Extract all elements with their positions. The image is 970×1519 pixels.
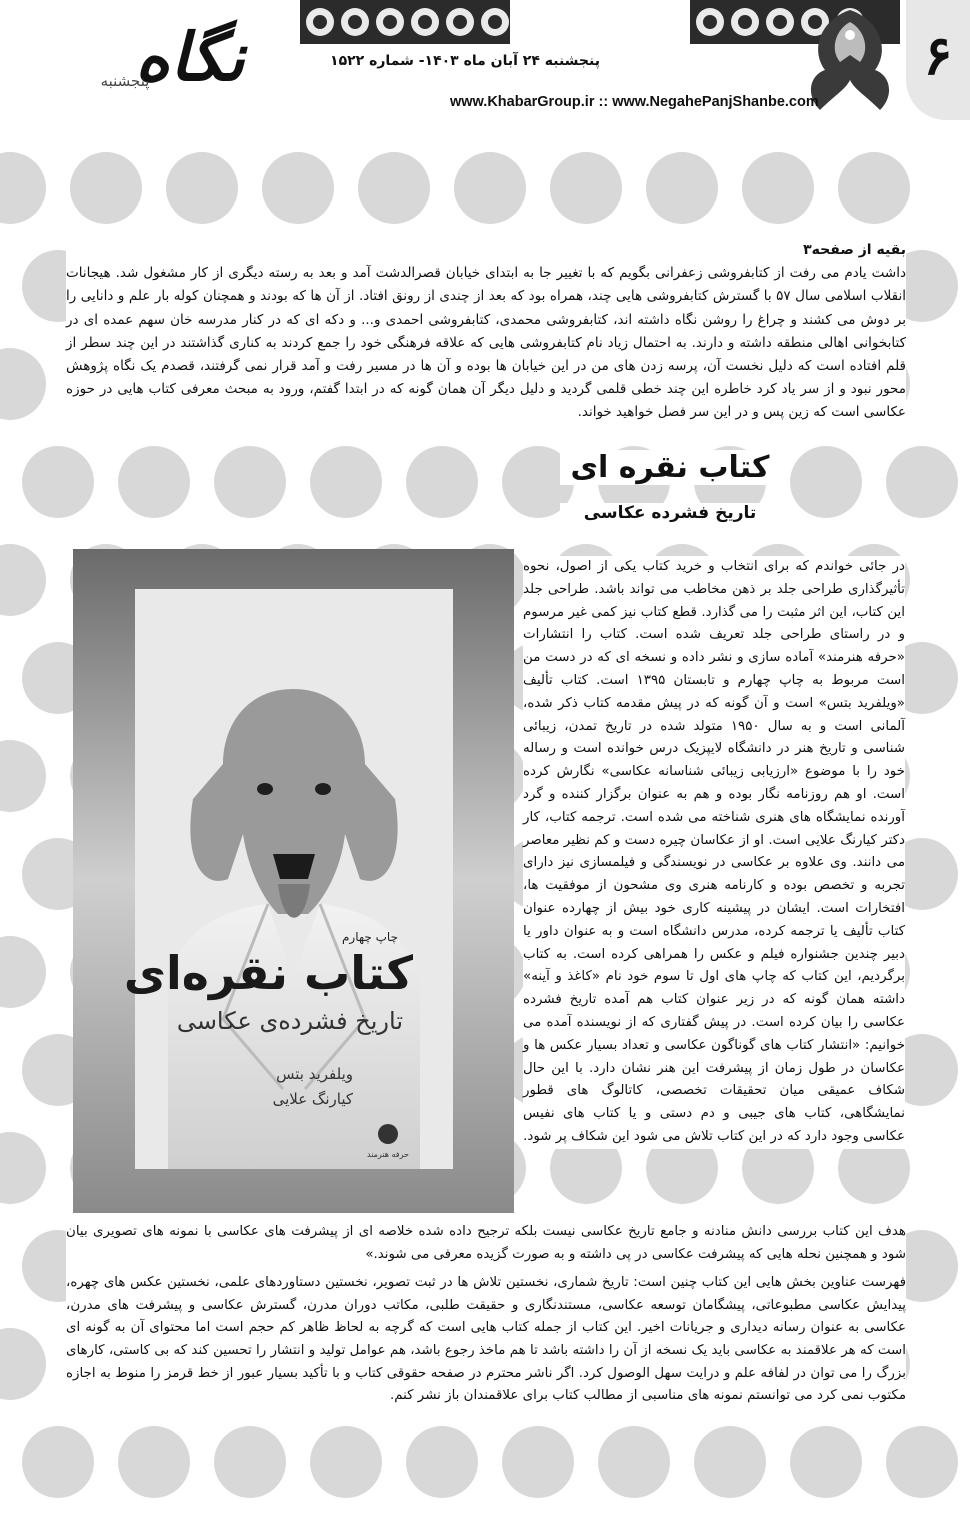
cover-title: کتاب نقره‌ای xyxy=(123,946,413,1000)
dateline: پنجشنبه ۲۴ آبان ماه ۱۴۰۳- شماره ۱۵۲۲ xyxy=(330,53,600,69)
article-column: در جائی خواندم که برای انتخاب و خرید کتاب یکی از اصول، نحوه تأثیرگذاری طراحی جلد بر ذهن مخاطب می تواند باشد. طراحی جلد این کتاب، این اثر مثبت را می گذارد. قطع کتاب نیز کمی غیر مرسوم و در راستای طراحی جلد تعریف شده است. کتاب را انتشارات «حرفه هنرمند» آماده سازی و نشر داده و نسخه ای که در دست من است مربوط به چاپ چهارم و تابستان ۱۳۹۵ است. کتاب تألیف «ویلفرید بتس» است و آن گونه که در پیش مقدمه کتاب ذکر شده، آلمانی است و به سال ۱۹۵۰ متولد شده در تاریخ تمدن، زیبائی شناسی و تاریخ هنر در دانشگاه لایپزیک درس خوانده است و رساله خود را با موضوع «ارزیابی زیبائی شناسانه عکاسی» نگارش کرده است. او هم روزنامه نگار بوده و هم به عنوان برگزار کننده و گرد آورنده نمایشگاه های هنری شناخته می شده است. ترجمه کتاب، کار دکتر کیارنگ علایی است. او از عکاسان چیره دست و کم نظیر معاصر می دانند. وی علاوه بر عکاسی در نویسندگی و فیلمسازی نیز دارای تجربه و تخصص بوده و کارنامه هنری وی مشحون از موفقیت ها، افتخارات است. ایشان در پیشینه کاری خود بیش از چهارده عنوان کتاب تألیف یا ترجمه کرده، مدرس دانشگاه است و به عنوان داور یا دبیر چندین جشنواره فیلم و عکس را همراهی کرده است. به کتاب برگردیم، این کتاب که چاپ های اول تا سوم خود نام «کاغذ و آینه» داشته همان گونه که در زیر عنوان کتاب هم آمده تاریخ فشرده عکاسی را بیان کرده است. در پیش گفتاری که از نویسنده آمده می خوانیم: «انتشار کتاب های گوناگون عکاسی و تعداد بسیار عکس ها و عکاسان در طول زمان از پیشرفت این هنر نشان دارد. با این حال شکاف عمیقی میان تحقیقات تخصصی، کاتالوگ های قطور نمایشگاهی، کتاب های جیبی و دم دستی و یا کتاب های نفیس عکاسی وجود دارد که در این کتاب تلاش می شود این شکاف پر شود. xyxy=(523,556,905,1149)
publisher-logo-icon xyxy=(378,1124,398,1144)
website-links: www.KhabarGroup.ir :: www.NegahePanjShanbe.com xyxy=(450,94,819,110)
page-header xyxy=(0,0,970,150)
cover-publisher: حرفه هنرمند xyxy=(367,1150,409,1159)
cover-subtitle: تاریخ فشرده‌ی عکاسی xyxy=(176,1007,403,1035)
article-subtitle: تاریخ فشرده عکاسی xyxy=(560,503,780,523)
cover-translator: کیارنگ علایی xyxy=(272,1090,353,1108)
article-title: کتاب نقره ای xyxy=(560,450,780,485)
page-number: ۶ xyxy=(906,0,970,120)
continuation-block xyxy=(66,239,906,425)
logo-subtitle: پنجشنبه xyxy=(100,72,150,90)
cover-author: ویلفرید بتس xyxy=(276,1065,353,1083)
continuation-label: بقیه از صفحه۳ xyxy=(803,242,906,258)
article-bottom xyxy=(66,1221,906,1414)
book-cover-image xyxy=(73,549,514,1213)
continuation-paragraph: داشت یادم می رفت از کتابفروشی زعفرانی بگویم که با تغییر جا به ابتدای خیابان قصرالدشت آمد و بعد به رسته دیگری از کار مشغول شد. هیجانات انقلاب اسلامی سال ۵۷ با گسترش کتابفروشی هایی چند، همراه بود که بعد از چندی از رونق افتاد. از آن ها که بودند و همچنان کوله بار علم و دانایی را بر دوش می کشند و چراغ را روشن نگاه داشته اند، کتابفروشی محمدی، کتابفروشی احمدی و... و دکه ای که در کنار مدرسه خان سهم عمده ای در کتابخوانی اهالی منطقه داشته و دارند. به احتمال زیاد نام کتابفروشی هایی که علاقه فرهنگی خود را جمع کردند به کناری گذاشتند در این چند سطر از قلم افتاده است که دلیل نخست آن، پرسه زدن های من در این خیابان ها بوده و آن ها در مسیر رفت و آمد قرار نمی گرفتند، قصدم یک نگاه پژوهش محور نبود و از سر یاد کرد خاطره این چند خطی قلمی گردید و دلیل دیگر آن همان گونه که در ابتدا گفتم، ورود به مبحث معرفی کتاب هایی در حوزه عکاسی است که زین پس و در این سر فصل خواهید خواند. xyxy=(66,265,907,421)
svg-text:نگاه: نگاه xyxy=(135,18,245,96)
cover-edition: چاپ چهارم xyxy=(341,930,398,944)
article-paragraph-2: هدف این کتاب بررسی دانش منادنه و جامع تاریخ عکاسی نیست بلکه ترجیح داده شده خلاصه ای از پیشرفت های عکاسی با نمونه های تصویری بیان شود و همچنین نحله هایی که پیشرفت عکاسی در پی داشته و به صورت گزیده معرفی می شوند.» xyxy=(66,1224,906,1262)
article-paragraph-3: فهرست عناوین بخش هایی این کتاب چنین است: تاریخ شماری، نخستین تلاش ها در ثبت تصویر، نخستین دستاوردهای علمی، نخستین عکس های چهره، پیدایش عکاسی مطبوعاتی، پیشگامان توسعه عکاسی، مستندنگاری و حقیقت طلبی، مکاتب دوران مدرن، گسترش عکاسی و پیشرفت های مدرن، عکاسی به عنوان رسانه دیداری و جریانات اخیر. این کتاب از جمله کتاب هایی است که گرچه به لحاظ ظاهر کم حجم است اما محتوای آن به گونه ای است که هر علاقمند به عکاسی باید یک نسخه از آن را داشته باشد تا هم ماخذ رجوع باشد، هم عوامل تولید و انتشار را تحسین کند که بی کاستی، کارهای بزرگ را می توان در لفافه علم و درایت سهل الوصول کرد. اگر ناشر محترم در صفحه حقوقی کتاب و با تأکید بسیار عبور از خط قرمز را منوط به اجازه مکتوب نمی کرد می توانستم نمونه های مناسبی از مطالب کتاب برای علاقمندان باز نشر کنم. xyxy=(66,1275,906,1404)
